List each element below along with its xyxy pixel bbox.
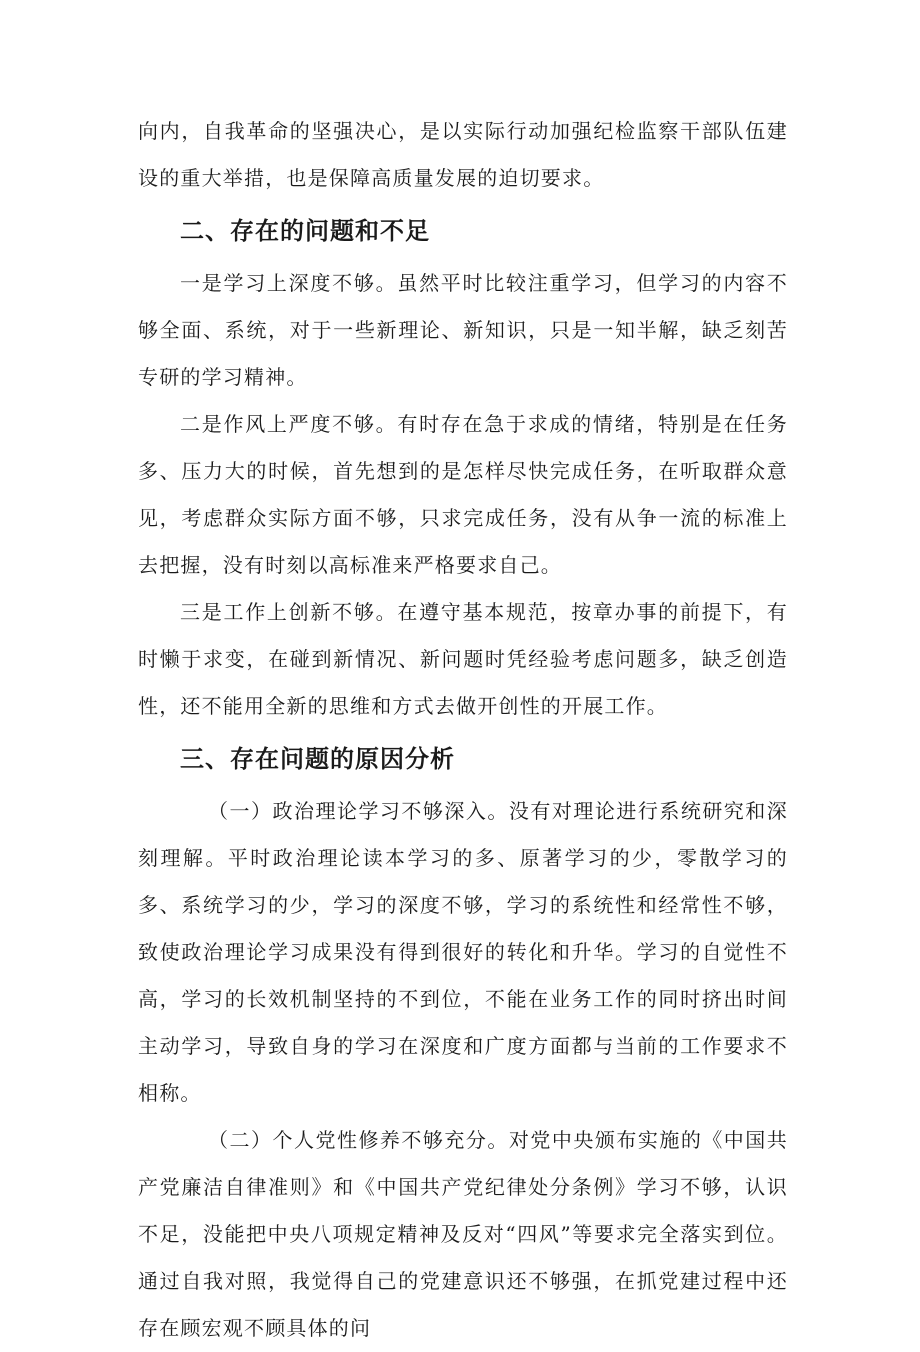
paragraph-cause-party-spirit: （二）个人党性修养不够充分。对党中央颁布实施的《中国共产党廉洁自律准则》和《中国共产党纪律处分条例》学习不够，认识不足，没能把中央八项规定精神及反对“四风”等要求完全落实到位。通过自我对照，我觉得自己的党建意识还不够强，在抓党建过程中还存在顾宏观不顾具体的问 — [138, 1128, 788, 1340]
paragraph-problem-study: 一是学习上深度不够。虽然平时比较注重学习，但学习的内容不够全面、系统，对于一些新理论、新知识，只是一知半解，缺乏刻苦专研的学习精神。 — [138, 271, 788, 389]
section-heading-causes: 三、存在问题的原因分析 — [180, 745, 455, 773]
section-heading-problems: 二、存在的问题和不足 — [180, 217, 430, 245]
paragraph-problem-innovation: 三是工作上创新不够。在遵守基本规范，按章办事的前提下，有时懒于求变，在碰到新情况、新问题时凭经验考虑问题多，缺乏创造性，还不能用全新的思维和方式去做开创性的开展工作。 — [138, 600, 788, 718]
paragraph-cause-theory: （一）政治理论学习不够深入。没有对理论进行系统研究和深刻理解。平时政治理论读本学习的多、原著学习的少，零散学习的多、系统学习的少，学习的深度不够，学习的系统性和经常性不够，致使政治理论学习成果没有得到很好的转化和升华。学习的自觉性不高，学习的长效机制坚持的不到位，不能在业务工作的同时挤出时间主动学习，导致自身的学习在深度和广度方面都与当前的工作要求不相称。 — [138, 799, 788, 1105]
document-body — [138, 108, 788, 1352]
paragraph-intro-tail: 向内，自我革命的坚强决心，是以实际行动加强纪检监察干部队伍建设的重大举措，也是保障高质量发展的迫切要求。 — [138, 119, 788, 190]
paragraph-problem-style: 二是作风上严度不够。有时存在急于求成的情绪，特别是在任务多、压力大的时候，首先想到的是怎样尽快完成任务，在听取群众意见，考虑群众实际方面不够，只求完成任务，没有从争一流的标准上去把握，没有时刻以高标准来严格要求自己。 — [138, 412, 788, 577]
